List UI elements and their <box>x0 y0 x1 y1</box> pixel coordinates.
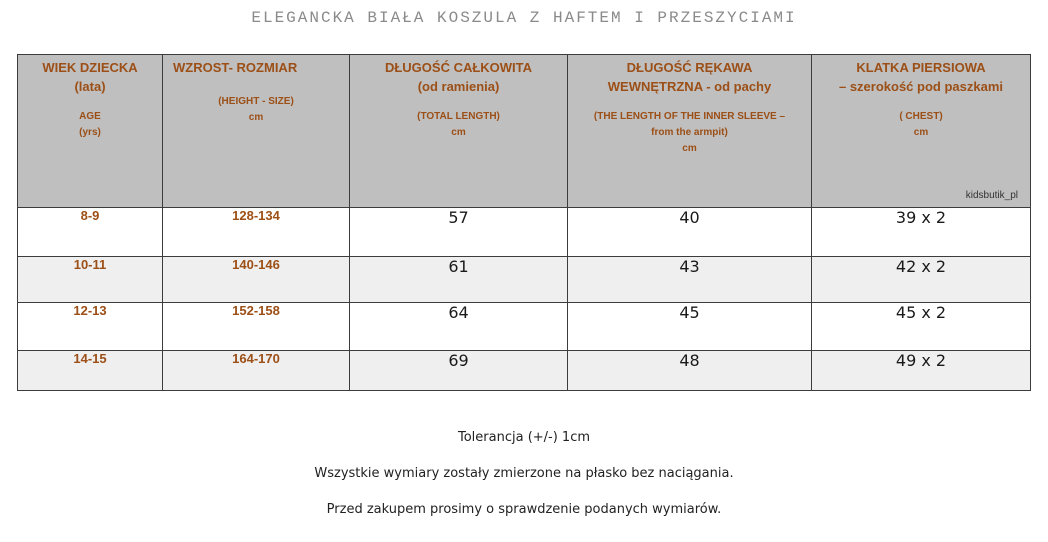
header-length-sub: (od ramienia) <box>417 79 500 94</box>
note-check-sizes: Przed zakupem prosimy o sprawdzenie podanych wymiarów. <box>326 502 722 517</box>
header-height <box>163 55 350 208</box>
header-chest-label: KLATKA PIERSIOWA <box>856 60 986 75</box>
note-tolerance: Tolerancja (+/-) 1cm <box>457 430 591 445</box>
cell-sleeve: 45 <box>568 303 812 351</box>
cell-height: 152-158 <box>163 303 350 351</box>
cell-age: 14-15 <box>18 351 163 391</box>
header-sleeve-en2: from the armpit) <box>651 127 728 138</box>
cell-length: 57 <box>350 208 568 257</box>
cell-height: 140-146 <box>163 257 350 303</box>
header-row <box>18 55 1031 208</box>
cell-length: 69 <box>350 351 568 391</box>
cell-height: 128-134 <box>163 208 350 257</box>
watermark-text: kidsbutik_pl <box>965 190 1018 201</box>
header-length-unit: cm <box>451 127 466 138</box>
header-age <box>18 55 163 208</box>
header-chest-sub: – szerokość pod paszkami <box>838 79 1003 94</box>
header-length <box>350 55 568 208</box>
cell-sleeve: 43 <box>568 257 812 303</box>
header-age-unit: (lata) <box>74 79 106 94</box>
header-age-en-unit: (yrs) <box>79 127 101 138</box>
header-chest-en: ( CHEST) <box>899 111 943 122</box>
cell-chest: 42 x 2 <box>812 257 1031 303</box>
cell-height: 164-170 <box>163 351 350 391</box>
header-sleeve-sub: WEWNĘTRZNA - od pachy <box>607 79 772 94</box>
table-row <box>18 208 1031 257</box>
header-height-unit: cm <box>248 112 264 123</box>
header-sleeve-en: (THE LENGTH OF THE INNER SLEEVE – <box>593 111 786 122</box>
table-row <box>18 303 1031 351</box>
header-length-label: DŁUGOŚĆ CAŁKOWITA <box>384 60 533 75</box>
header-chest <box>812 55 1031 208</box>
cell-age: 8-9 <box>18 208 163 257</box>
size-table <box>17 54 1031 391</box>
header-sleeve-label: DŁUGOŚĆ RĘKAWA <box>626 60 753 75</box>
note-flat-measurement: Wszystkie wymiary zostały zmierzone na płasko bez naciągania. <box>314 466 734 481</box>
cell-chest: 45 x 2 <box>812 303 1031 351</box>
cell-length: 61 <box>350 257 568 303</box>
cell-age: 10-11 <box>18 257 163 303</box>
header-age-label: WIEK DZIECKA <box>42 60 138 75</box>
page-title: ELEGANCKA BIAŁA KOSZULA Z HAFTEM I PRZESZYCIAMI <box>251 9 797 27</box>
cell-age: 12-13 <box>18 303 163 351</box>
header-height-en: (HEIGHT - SIZE) <box>218 96 294 107</box>
table-row <box>18 257 1031 303</box>
cell-chest: 39 x 2 <box>812 208 1031 257</box>
cell-sleeve: 48 <box>568 351 812 391</box>
header-chest-unit: cm <box>913 127 929 138</box>
header-sleeve <box>568 55 812 208</box>
cell-chest: 49 x 2 <box>812 351 1031 391</box>
header-age-en: AGE <box>79 111 101 122</box>
table-row <box>18 351 1031 391</box>
header-length-en: (TOTAL LENGTH) <box>417 111 500 122</box>
cell-length: 64 <box>350 303 568 351</box>
header-height-label: WZROST- ROZMIAR <box>173 60 298 75</box>
header-sleeve-unit: cm <box>682 143 697 154</box>
cell-sleeve: 40 <box>568 208 812 257</box>
